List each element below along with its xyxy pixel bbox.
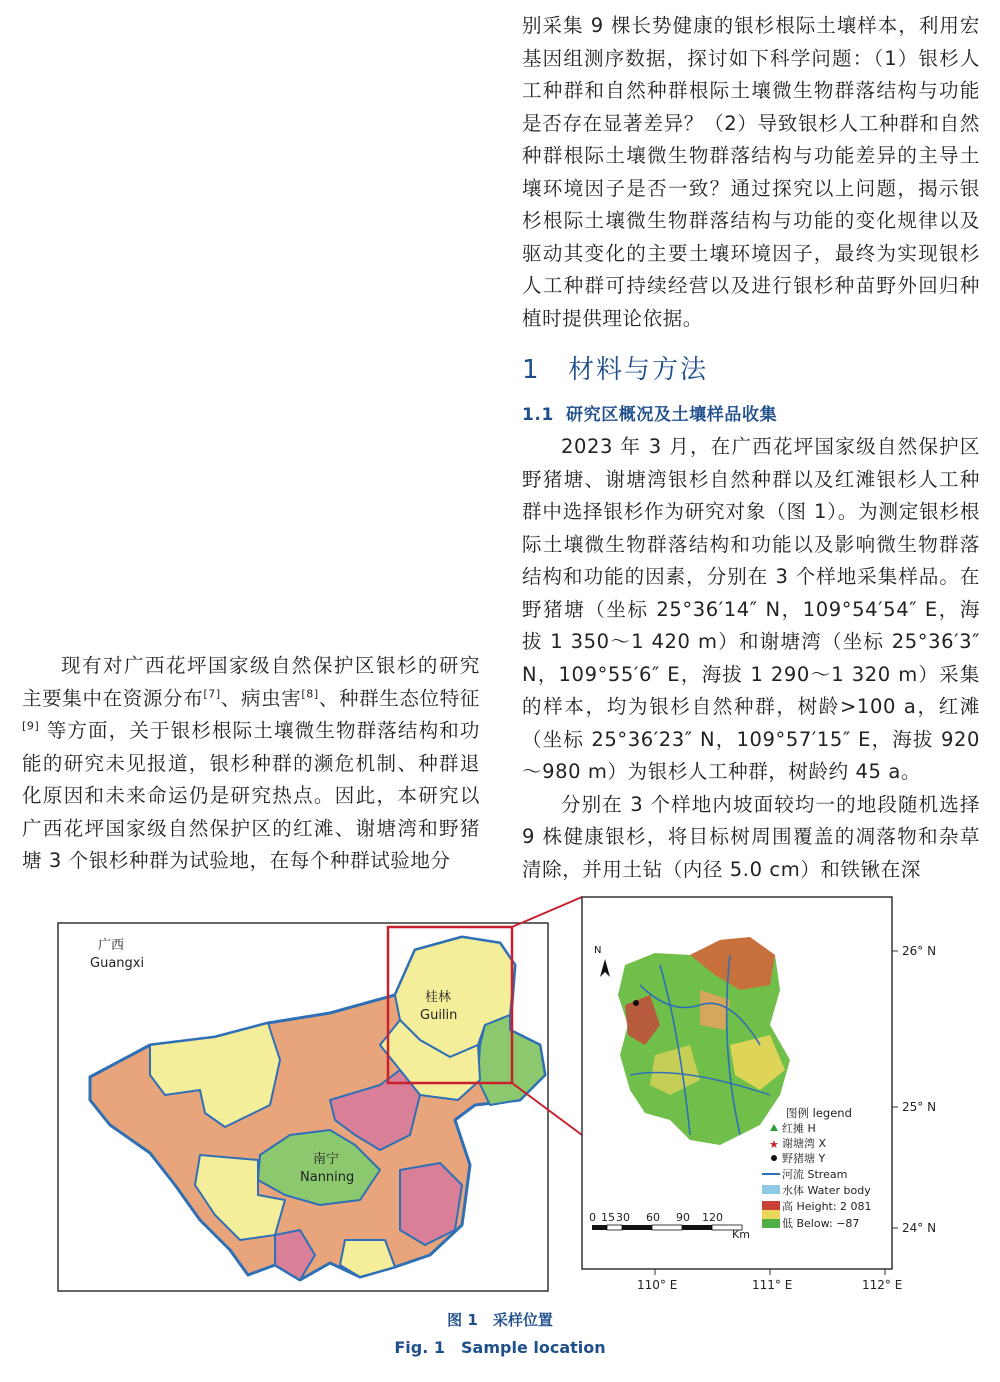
- yezhutang-dot-icon: [771, 1155, 777, 1161]
- legend-title: 图例 legend: [786, 1106, 852, 1120]
- height-high-swatch: [762, 1201, 780, 1210]
- height-low-swatch: [762, 1219, 780, 1228]
- scale-label-90: 90: [676, 1211, 690, 1224]
- legend-yezhutang: 野猪塘 Y: [782, 1152, 826, 1165]
- scale-label-15: 15: [601, 1211, 615, 1224]
- sample-site-marker: [633, 1000, 639, 1006]
- right-text-column: [522, 10, 980, 886]
- subsection-number: 1.1: [522, 405, 554, 425]
- label-guilin-cn: 桂林: [425, 990, 452, 1005]
- left-text-column: [22, 650, 480, 878]
- xietangwan-star-icon: ★: [769, 1138, 779, 1151]
- label-nanning-en: Nanning: [300, 1170, 355, 1185]
- scale-label-120: 120: [702, 1211, 723, 1224]
- lon-label-112: 112° E: [862, 1278, 903, 1292]
- label-guilin-en: Guilin: [420, 1008, 458, 1023]
- section-number: 1: [522, 355, 541, 385]
- figure-caption-cn: 图 1 采样位置: [447, 1311, 553, 1329]
- paragraph-research-questions: 别采集 9 棵长势健康的银杉根际土壤样本，利用宏基因组测序数据，探讨如下科学问题：（1）银杉人工种群和自然种群根际土壤微生物群落结构与功能是否存在显著差异？（2）导致银杉人工种群和自然种群根际土壤微生物群落结构与功能差异的主导土壤环境因子是否一致？通过探究以上问题，揭示银杉根际土壤微生物群落结构与功能的变化规律以及驱动其变化的主要土壤环境因子，最终为实现银杉人工种群可持续经营以及进行银杉种苗野外回归种植时提供理论依据。: [522, 14, 980, 330]
- legend-water: 水体 Water body: [782, 1184, 871, 1197]
- subsection-heading-1-1: [522, 399, 980, 431]
- subsection-title: 研究区概况及土壤样品收集: [566, 405, 778, 425]
- figure-caption-en: Fig. 1 Sample location: [394, 1338, 606, 1357]
- lat-label-25: 25° N: [902, 1100, 937, 1114]
- citation-9[interactable]: [9]: [22, 719, 40, 733]
- water-body-swatch: [762, 1185, 780, 1194]
- label-nanning-cn: 南宁: [313, 1152, 340, 1167]
- scale-bar: [592, 1225, 742, 1230]
- label-guangxi-cn: 广西: [98, 938, 125, 953]
- lat-label-26: 26° N: [902, 944, 937, 958]
- legend-stream: 河流 Stream: [782, 1168, 848, 1181]
- citation-8[interactable]: [8]: [301, 687, 319, 700]
- legend-high: 高 Height: 2 081: [782, 1200, 872, 1213]
- scale-label-0: 0: [589, 1211, 596, 1224]
- paragraph-study-area: 2023 年 3 月，在广西花坪国家级自然保护区野猪塘、谢塘湾银杉自然种群以及红滩银杉人工种群中选择银杉作为研究对象（图 1）。为测定银杉根际土壤微生物群落结构和功能以及影响微生物群落结构和功能的因素，分别在 3 个样地采集样品。在野猪塘（坐标 25°36′14″ N，109°54′54″ E，海拔 1 350～1 420 m）和谢塘湾（坐标 25°36′3″ N，109°55′6″ E，海拔 1 290～1 320 m）采集的样本，均为银杉自然种群，树龄>100 a，红滩（坐标 25°36′23″ N，109°57′15″ E，海拔 920～980 m）为银杉人工种群，树龄约 45 a。: [522, 435, 980, 783]
- paragraph-existing-research: 现有对广西花坪国家级自然保护区银杉的研究主要集中在资源分布[7]、病虫害[8]、种群生态位特征[9] 等方面，关于银杉根际土壤微生物群落结构和功能的研究未见报道，银杉种群的濒危机制、种群退化原因和未来命运仍是研究热点。因此，本研究以广西花坪国家级自然保护区的红滩、谢塘湾和野猪塘 3 个银杉种群为试验地，在每个种群试验地分: [22, 654, 480, 872]
- scale-label-60: 60: [646, 1211, 660, 1224]
- lon-label-110: 110° E: [637, 1278, 678, 1292]
- section-heading-1: [522, 353, 980, 387]
- scale-label-30: 30: [616, 1211, 630, 1224]
- legend-low: 低 Below: −87: [782, 1217, 860, 1230]
- paragraph-sampling: 分别在 3 个样地内坡面较均一的地段随机选择 9 株健康银杉，将目标树周围覆盖的凋落物和杂草清除，并用土钻（内径 5.0 cm）和铁锹在深: [522, 792, 980, 881]
- citation-7[interactable]: [7]: [203, 687, 221, 700]
- north-label: N: [594, 945, 602, 956]
- lat-label-24: 24° N: [902, 1221, 937, 1235]
- section-title: 材料与方法: [568, 355, 709, 385]
- legend-xietangwan: 谢塘湾 X: [782, 1137, 827, 1150]
- legend-hongtan: 红摊 H: [782, 1122, 816, 1135]
- label-guangxi-en: Guangxi: [90, 956, 145, 971]
- scale-unit: Km: [732, 1228, 750, 1241]
- figure-sample-location-map: [0, 895, 1000, 1305]
- lon-label-111: 111° E: [752, 1278, 793, 1292]
